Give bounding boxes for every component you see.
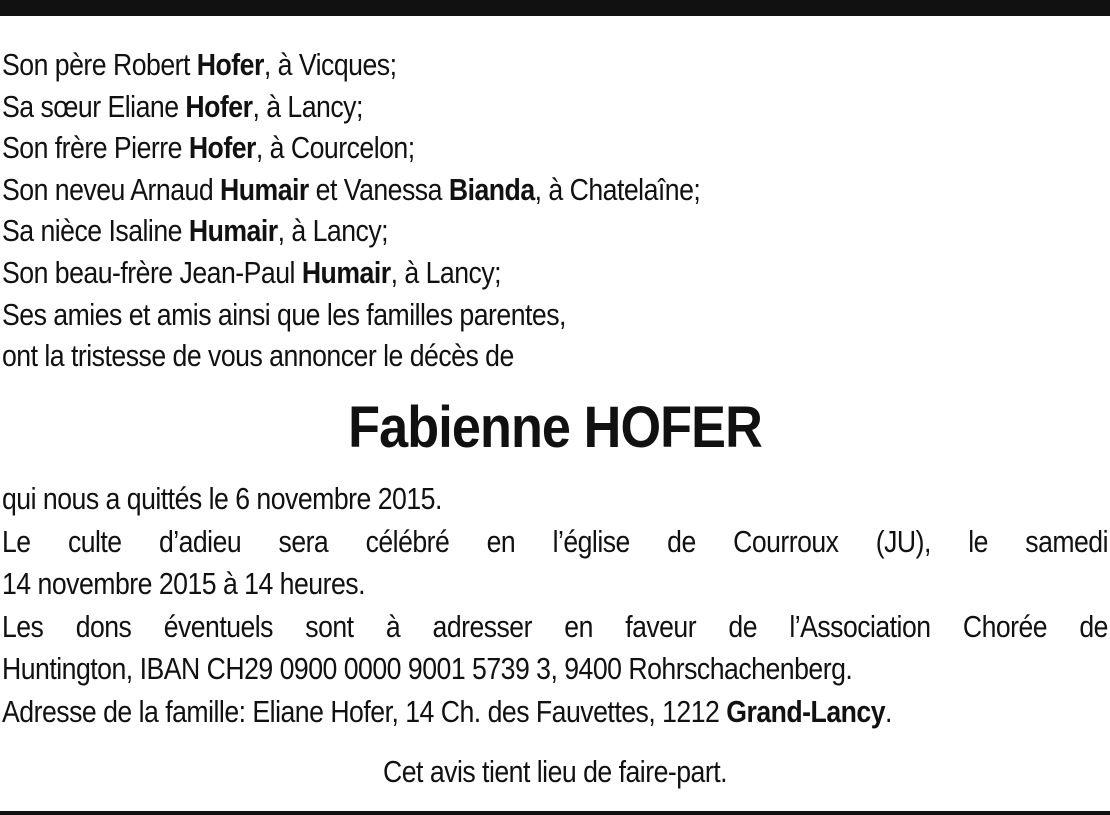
obituary-details <box>2 478 1108 733</box>
relation-text: Son neveu Arnaud <box>2 171 221 207</box>
location-text: , à Chatelaîne; <box>534 171 701 207</box>
address-text: Adresse de la famille: Eliane Hofer, 14 Ch. des Fauvettes, 1212 <box>2 693 727 729</box>
relation-text: et Vanessa <box>308 171 449 207</box>
relation-text: Son père Robert <box>2 47 197 82</box>
surname: Humair <box>220 171 309 207</box>
address-locality: Grand-Lancy <box>726 693 886 729</box>
family-line-announcement: ont la tristesse de vous annoncer le décès de <box>2 338 514 374</box>
location-text: , à Vicques; <box>263 47 397 82</box>
donation-line: Les dons éventuels sont à adresser en faveur de l’Association Chorée de <box>2 608 1108 644</box>
family-announcement <box>2 44 953 377</box>
date-of-death-line: qui nous a quittés le 6 novembre 2015. <box>2 481 442 516</box>
family-line-father <box>2 44 953 86</box>
family-line-niece <box>2 210 953 252</box>
deceased-name: Fabienne HOFER <box>348 395 762 460</box>
family-line-brother-in-law <box>2 252 953 294</box>
family-line-brother <box>2 127 953 169</box>
location-text: , à Lancy; <box>252 88 363 124</box>
location-text: , à Lancy; <box>277 213 389 249</box>
family-line-sister <box>2 86 953 128</box>
surname: Bianda <box>448 171 535 207</box>
surname: Hofer <box>196 47 264 82</box>
location-text: , à Lancy; <box>390 254 502 290</box>
family-address-line <box>2 691 953 734</box>
family-line-friends: Ses amies et amis ainsi que les familles parentes, <box>2 296 566 332</box>
service-time-line: 14 novembre 2015 à 14 heures. <box>2 566 366 601</box>
surname: Humair <box>301 254 391 290</box>
relation-text: Son frère Pierre <box>2 130 189 166</box>
bottom-border-rule <box>0 811 1110 815</box>
location-text: , à Courcelon; <box>255 130 415 166</box>
iban-line: Huntington, IBAN CH29 0900 0000 9001 5739 3, 9400 Rohrschachenberg. <box>2 651 853 686</box>
top-border-rule <box>0 0 1110 16</box>
relation-text: Son beau-frère Jean-Paul <box>2 254 302 290</box>
address-period: . <box>885 693 892 729</box>
service-line: Le culte d’adieu sera célébré en l’église de Courroux (JU), le samedi <box>2 523 1108 559</box>
surname: Hofer <box>185 88 253 124</box>
relation-text: Sa nièce Isaline <box>2 213 189 249</box>
closing-note: Cet avis tient lieu de faire-part. <box>382 754 728 789</box>
surname: Humair <box>188 213 278 249</box>
surname: Hofer <box>188 130 256 166</box>
family-line-nephew <box>2 169 953 211</box>
relation-text: Sa sœur Eliane <box>2 88 186 124</box>
